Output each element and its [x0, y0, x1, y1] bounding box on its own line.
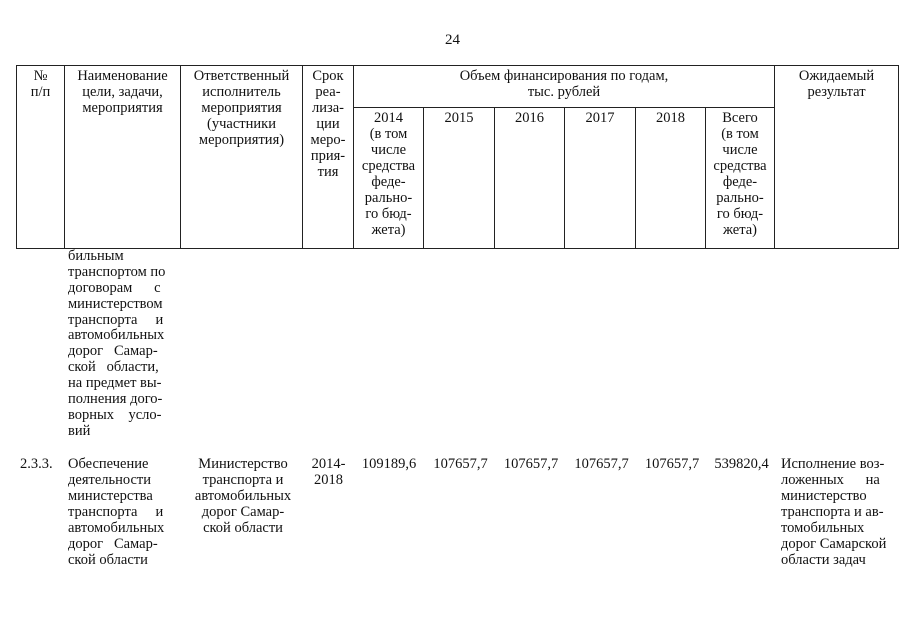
header-col-result [775, 66, 899, 249]
header-text: Всего [722, 110, 758, 127]
row-executor [184, 456, 302, 536]
row-result-line: министерство [781, 488, 867, 504]
row-result [781, 456, 897, 568]
row-value-total: 539820,4 [714, 456, 769, 472]
header-text: мероприятия) [198, 132, 285, 148]
header-text: прия- [310, 148, 346, 164]
row-result-line: ложенных на [781, 472, 880, 488]
header-text: п/п [30, 84, 51, 100]
row-result-line: томобильных [781, 520, 865, 536]
header-text: цели, задачи, [82, 84, 163, 100]
header-text: жета) [722, 222, 758, 239]
header-col-2014 [354, 108, 424, 249]
header-text: числе [722, 142, 758, 159]
header-text: 2014 [374, 110, 403, 127]
header-text: средства [713, 158, 767, 175]
row-term [303, 456, 354, 488]
header-text: Наименование [77, 68, 168, 84]
continuation-line: вий [68, 422, 91, 439]
header-col-executor [181, 66, 303, 249]
header-text: рально- [716, 190, 764, 207]
header-text: го бюд- [716, 206, 764, 223]
continuation-text [68, 249, 180, 440]
row-executor-line: Министерство [198, 456, 288, 472]
header-text: меро- [310, 132, 346, 148]
row-name [68, 456, 180, 568]
continuation-line: договорам с [68, 279, 161, 296]
header-text: № [33, 68, 48, 84]
header-text: Ответственный [193, 68, 290, 84]
row-value-2016: 107657,7 [503, 456, 559, 472]
header-text: исполнитель [202, 84, 281, 100]
header-text: 2018 [656, 110, 685, 127]
row-executor-line: транспорта и [202, 472, 284, 488]
page-number: 24 [445, 32, 460, 48]
header-text: жета) [371, 222, 406, 239]
row-executor-line: ской области [203, 520, 283, 536]
row-name-line: автомобильных [68, 520, 165, 536]
header-text: числе [370, 142, 407, 159]
row-name-line: ской области [68, 552, 148, 568]
header-text: феде- [722, 174, 758, 191]
header-text: мероприятия [201, 100, 282, 116]
row-term-line: 2014- [311, 456, 346, 472]
row-name-line: Обеспечение [68, 456, 149, 472]
row-executor-line: автомобильных [194, 488, 292, 504]
header-text: (в том [369, 126, 408, 143]
header-text: ции [316, 116, 340, 132]
header-text: (участники [207, 116, 276, 132]
header-col-2017 [565, 108, 636, 249]
row-name-line: транспорта и [68, 504, 164, 520]
header-text: результат [807, 84, 866, 100]
header-col-name [65, 66, 181, 249]
row-name-line: министерства [68, 488, 153, 504]
header-text: 2016 [515, 110, 544, 127]
header-col-2016 [495, 108, 565, 249]
row-result-line: области задач [781, 552, 866, 568]
header-text: лиза- [312, 100, 344, 116]
header-col-total [706, 108, 775, 249]
continuation-line: министерством [68, 295, 163, 312]
row-name-line: деятельности [68, 472, 152, 488]
continuation-line: транспорта и [68, 311, 164, 328]
header-col-2015 [424, 108, 495, 249]
continuation-line: полнения дого- [68, 391, 163, 408]
row-result-line: Исполнение воз- [781, 456, 885, 472]
continuation-line: ской области, [68, 359, 159, 376]
continuation-line: транспортом по [68, 263, 166, 280]
header-text: реа- [315, 84, 341, 100]
header-text: 2017 [585, 110, 615, 127]
continuation-line: на предмет вы- [68, 375, 162, 392]
header-text: рально- [364, 190, 413, 207]
header-text: феде- [371, 174, 406, 191]
header-col-2018 [636, 108, 706, 249]
header-text: го бюд- [365, 206, 412, 223]
header-table [16, 65, 899, 249]
row-term-line: 2018 [314, 472, 343, 488]
header-text: Ожидаемый [798, 68, 875, 84]
row-value-2014: 109189,6 [361, 456, 417, 472]
header-text: средства [361, 158, 416, 175]
header-col-volume [354, 66, 775, 108]
row-number: 2.3.3. [20, 456, 53, 472]
continuation-line: ворных усло- [68, 406, 162, 423]
header-text: тия [317, 164, 339, 180]
row-value-2018: 107657,7 [644, 456, 700, 472]
continuation-line: бильным [68, 248, 124, 264]
row-result-line: дорог Самарской [781, 536, 887, 552]
row-value-2015: 107657,7 [433, 456, 488, 472]
header-text: тыс. рублей [527, 84, 601, 100]
continuation-line: дорог Самар- [68, 343, 158, 360]
header-text: мероприятия [82, 100, 163, 116]
row-name-line: дорог Самар- [68, 536, 158, 552]
header-text: 2015 [444, 110, 474, 127]
header-text: (в том [721, 126, 759, 143]
row-result-line: транспорта и ав- [781, 504, 884, 520]
row-value-2017: 107657,7 [574, 456, 629, 472]
continuation-line: автомобильных [68, 327, 165, 344]
header-col-term [303, 66, 354, 249]
row-executor-line: дорог Самар- [201, 504, 285, 520]
header-col-number [17, 66, 65, 249]
header-text: Объем финансирования по годам, [459, 68, 669, 84]
header-text: Срок [312, 68, 344, 84]
